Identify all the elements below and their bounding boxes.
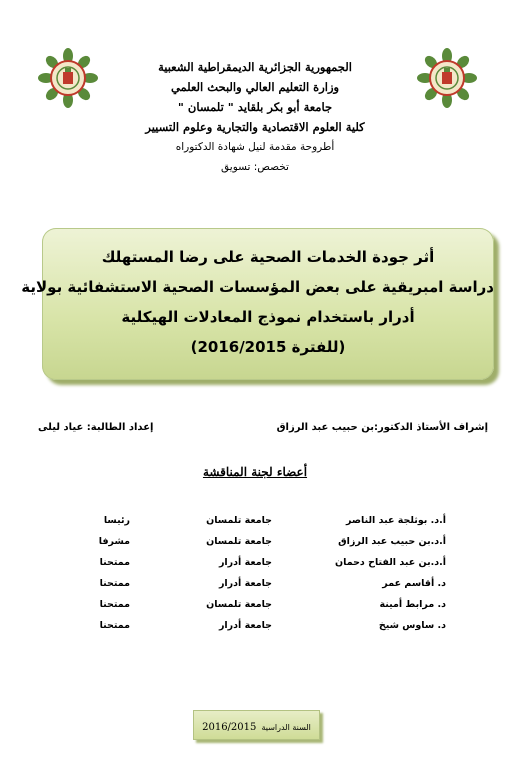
member-university: جامعة أدرار <box>218 557 272 568</box>
member-name: أ.د.بن حبيب عبد الرزاق <box>338 536 446 547</box>
committee-member-row <box>0 536 510 557</box>
member-university: جامعة تلمسان <box>206 599 272 610</box>
member-university: جامعة تلمسان <box>206 536 272 547</box>
academic-year-label: السنة الدراسية <box>261 723 311 732</box>
member-role: ممتحنا <box>99 599 130 610</box>
university-emblem-icon <box>417 48 477 108</box>
thesis-title-line: أثر جودة الخدمات الصحية على رضا المستهلك <box>101 248 435 266</box>
member-university: جامعة تلمسان <box>206 515 272 526</box>
committee-member-row <box>0 620 510 641</box>
committee-member-row <box>0 599 510 620</box>
academic-year-box <box>193 710 320 740</box>
member-role: ممتحنا <box>99 620 130 631</box>
university-emblem-icon <box>38 48 98 108</box>
supervisor-text: إشراف الأستاذ الدكتور:بن حبيب عبد الرزاق <box>276 422 488 433</box>
member-name: د. مرابط أمينة <box>379 599 446 610</box>
thesis-type: أطروحة مقدمة لنيل شهادة الدكتوراه <box>175 141 335 153</box>
thesis-period: (للفترة 2016/2015) <box>190 338 346 356</box>
thesis-title-box <box>21 228 494 380</box>
member-role: ممتحنا <box>99 557 130 568</box>
ministry-name: وزارة التعليم العالي والبحث العلمي <box>170 80 340 94</box>
member-university: جامعة أدرار <box>218 578 272 589</box>
thesis-title-line: أدرار باستخدام نموذج المعادلات الهيكلية <box>121 308 415 326</box>
member-role: رئيسا <box>103 515 130 526</box>
member-name: د. ساوس شيخ <box>378 620 446 631</box>
university-name: جامعة أبو بكر بلقايد " تلمسان " <box>177 100 333 114</box>
republic-name: الجمهورية الجزائرية الديمقراطية الشعبية <box>158 60 352 74</box>
student-text: إعداد الطالبة: عياد ليلى <box>38 422 154 433</box>
committee-member-row <box>0 515 510 536</box>
faculty-name: كلية العلوم الاقتصادية والتجارية وعلوم التسيير <box>145 120 365 134</box>
academic-year-value: 2016/2015 <box>202 722 257 733</box>
member-role: مشرفا <box>98 536 130 547</box>
committee-heading: أعضاء لجنة المناقشة <box>202 465 308 479</box>
member-university: جامعة أدرار <box>218 620 272 631</box>
thesis-title-line: دراسة امبريقية على بعض المؤسسات الصحية الاستشفائية بولاية <box>21 278 494 296</box>
member-role: ممتحنا <box>99 578 130 589</box>
member-name: أ.د.بن عبد الفتاح دحمان <box>335 557 446 568</box>
member-name: د. أقاسم عمر <box>382 578 446 589</box>
institution-header <box>100 57 410 177</box>
committee-member-row <box>0 557 510 578</box>
committee-member-row <box>0 578 510 599</box>
member-name: أ.د. بوثلجة عبد الناصر <box>345 515 446 526</box>
committee-members-list <box>0 515 510 641</box>
specialization: تخصص: تسويق <box>221 161 289 173</box>
